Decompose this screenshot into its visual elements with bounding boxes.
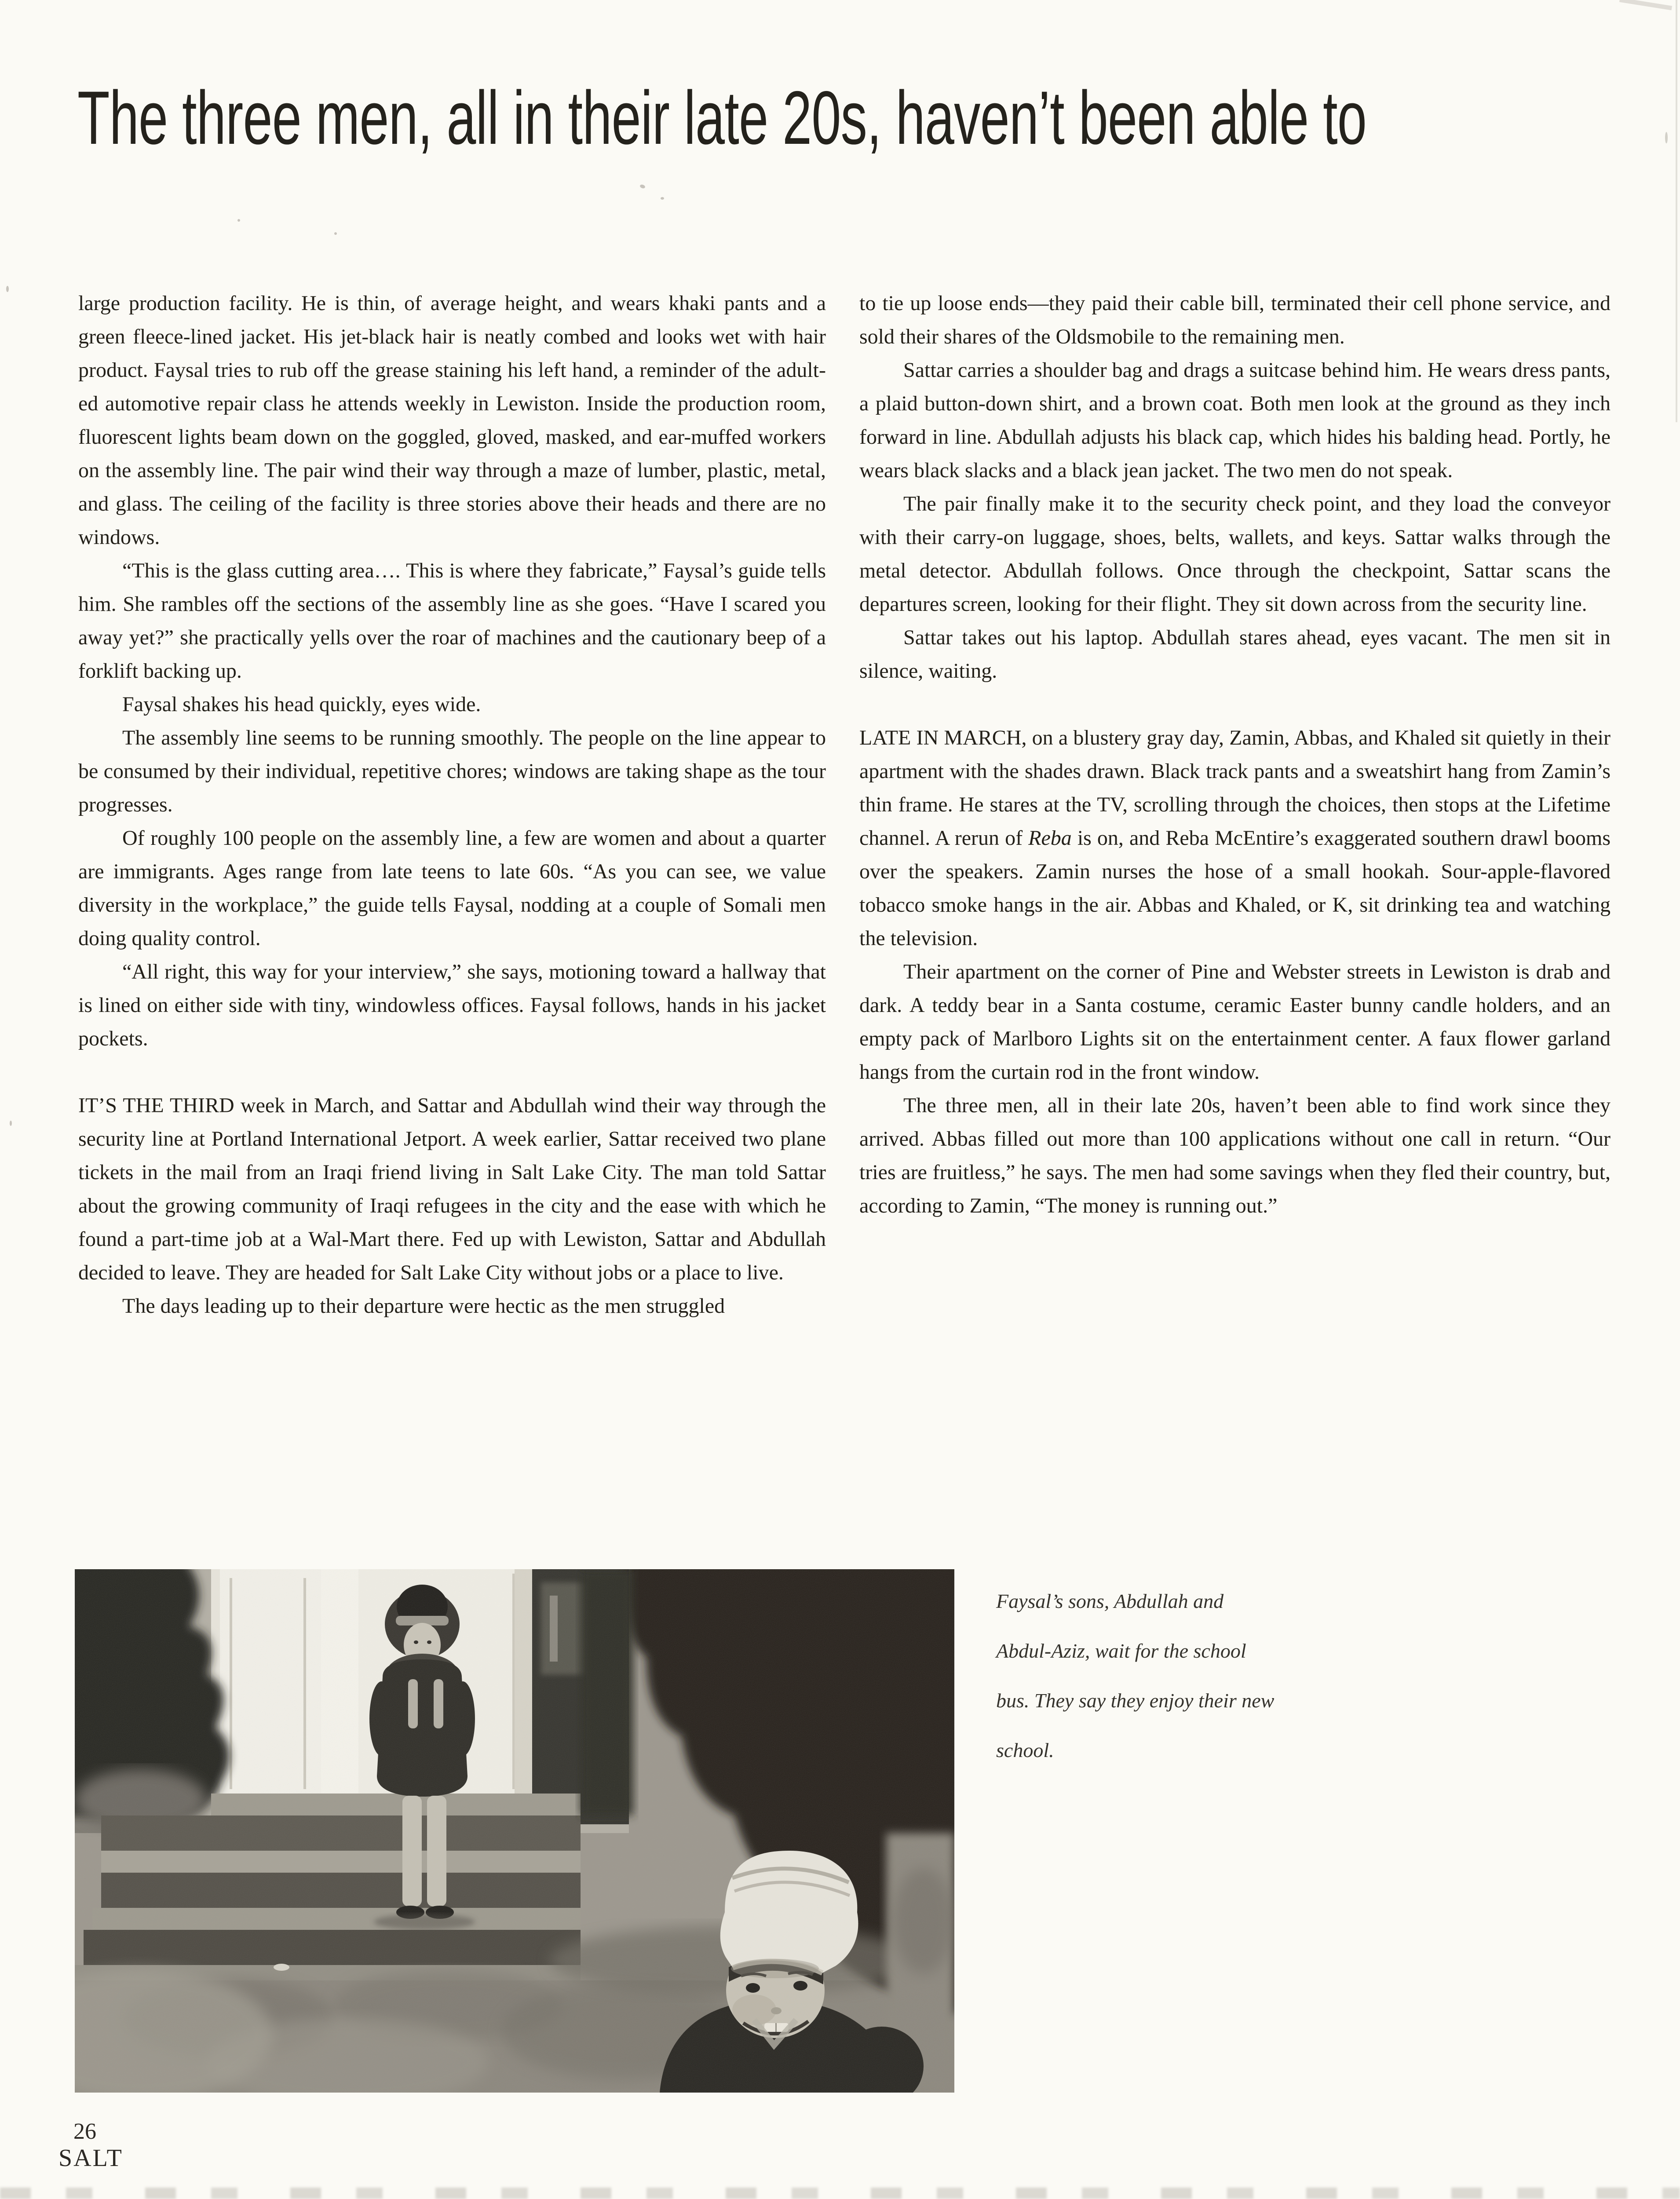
tv-show-title: Reba	[1028, 826, 1072, 850]
body-paragraph: Their apartment on the corner of Pine and Webster streets in Lewiston is drab and dark. A teddy bear in a Santa costume, ceramic Easter bunny candle holders, and an empty pack of Marlboro Lights sit on the entertainment center. A faux flower garland hangs from the curtain rod in the front window.	[859, 960, 1611, 1084]
right-column	[859, 287, 1611, 1223]
body-paragraph: The days leading up to their departure were hectic as the men struggled	[122, 1294, 725, 1318]
page-footer	[58, 2119, 123, 2172]
body-paragraph: “This is the glass cutting area…. This is where they fabricate,” Faysal’s guide tells him. She rambles off the sections of the assembly line as she goes. “Have I scared you away yet?” she practically yells over the roar of machines and the cautionary beep of a forklift backing up.	[78, 559, 826, 683]
scan-speck	[1665, 132, 1668, 143]
scan-speck	[10, 1121, 12, 1126]
scan-speck	[639, 184, 646, 189]
photo-caption: Faysal’s sons, Abdullah and Abdul-Aziz, wait for the school bus. They say they enjoy their new school.	[996, 1590, 1275, 1761]
paragraph-text: LATE IN MARCH, on a blustery gray day, Zamin, Abbas, and Khaled sit quietly in their apartment with the shades drawn. Black track pants and a sweatshirt hang from Zamin’s thin frame. He stares at the TV, scrolling through the choices, then stops at the Lifetime channel. A rerun of	[859, 726, 1611, 850]
scan-speck	[6, 286, 9, 292]
body-paragraph: The three men, all in their late 20s, haven’t been able to find work since they arrived. Abbas filled out more than 100 applications without one call in return. “Our tries are fruitless,” he says. The men had some savings when they fled their country, but, according to Zamin, “The money is running out.”	[859, 1094, 1611, 1217]
paragraph-text: is on, and Reba McEntire’s exaggerated southern drawl booms over the speakers. Zamin nurses the hose of a small hookah. Sour-apple-flavored tobacco smoke hangs in the air. Abbas and Khaled, or K, sit drinking tea and watching the television.	[859, 826, 1611, 950]
body-paragraph: The pair finally make it to the security check point, and they load the conveyor with their carry-on luggage, shoes, belts, wallets, and keys. Sattar walks through the metal detector. Abdullah follows. Once through the checkpoint, Sattar scans the departures screen, looking for their flight. They sit down across from the security line.	[859, 492, 1611, 616]
magazine-title: SALT	[58, 2144, 123, 2172]
body-paragraph: to tie up loose ends—they paid their cable bill, terminated their cell phone service, and sold their shares of the Oldsmobile to the remaining men.	[859, 292, 1611, 348]
body-paragraph: Of roughly 100 people on the assembly line, a few are women and about a quarter are immigrants. Ages range from late teens to late 60s. “As you can see, we value diversity in the workplace,” the guide tells Faysal, nodding at a couple of Somali men doing quality control.	[78, 826, 826, 950]
scan-speck	[237, 219, 240, 222]
scan-edge-line	[1676, 0, 1677, 422]
page-number: 26	[73, 2119, 96, 2144]
body-paragraph-section-opener	[859, 721, 1611, 955]
photo-children-on-steps	[75, 1569, 954, 2093]
scan-bottom-mottle	[0, 2188, 1680, 2199]
scan-corner-sliver	[1619, 0, 1672, 10]
body-paragraph-section-opener: IT’S THE THIRD week in March, and Sattar and Abdullah wind their way through the security line at Portland International Jetport. A week earlier, Sattar received two plane tickets in the mail from an Iraqi friend living in Salt Lake City. The man told Sattar about the growing community of Iraqi refugees in the city and the ease with which he found a part-time job at a Wal-Mart there. Fed up with Lewiston, Sattar and Abdullah decided to leave. They are headed for Salt Lake City without jobs or a place to live.	[78, 1094, 826, 1284]
body-paragraph: “All right, this way for your interview,” she says, motioning toward a hallway that is lined on either side with tiny, windowless offices. Faysal follows, hands in his jacket pockets.	[78, 960, 826, 1050]
body-paragraph: Sattar carries a shoulder bag and drags a suitcase behind him. He wears dress pants, a plaid button-down shirt, and a brown coat. Both men look at the ground as they inch forward in line. Abdullah adjusts his black cap, which hides his balding head. Portly, he wears black slacks and a black jean jacket. The two men do not speak.	[859, 358, 1611, 482]
body-paragraph: Sattar takes out his laptop. Abdullah stares ahead, eyes vacant. The men sit in silence, waiting.	[859, 626, 1611, 683]
photo-grain	[75, 1569, 954, 2093]
scan-speck	[334, 232, 337, 235]
body-paragraph: Faysal shakes his head quickly, eyes wide.	[122, 693, 481, 716]
body-paragraph: large production facility. He is thin, of average height, and wears khaki pants and a green fleece-lined jacket. His jet-black hair is neatly combed and looks wet with hair product. Faysal tries to rub off the grease staining his left hand, a reminder of the adult-ed automotive repair class he attends weekly in Lewiston. Inside the production room, fluorescent lights beam down on the goggled, gloved, masked, and ear-muffed workers on the assembly line. The pair wind their way through a maze of lumber, plastic, metal, and glass. The ceiling of the facility is three stories above their heads and there are no windows.	[78, 292, 826, 549]
left-column	[78, 287, 826, 1323]
scan-speck	[661, 197, 664, 200]
page-headline: The three men, all in their late 20s, haven’t been able to	[77, 76, 1367, 160]
body-paragraph: The assembly line seems to be running smoothly. The people on the line appear to be consumed by their individual, repetitive chores; windows are taking shape as the tour progresses.	[78, 726, 826, 816]
